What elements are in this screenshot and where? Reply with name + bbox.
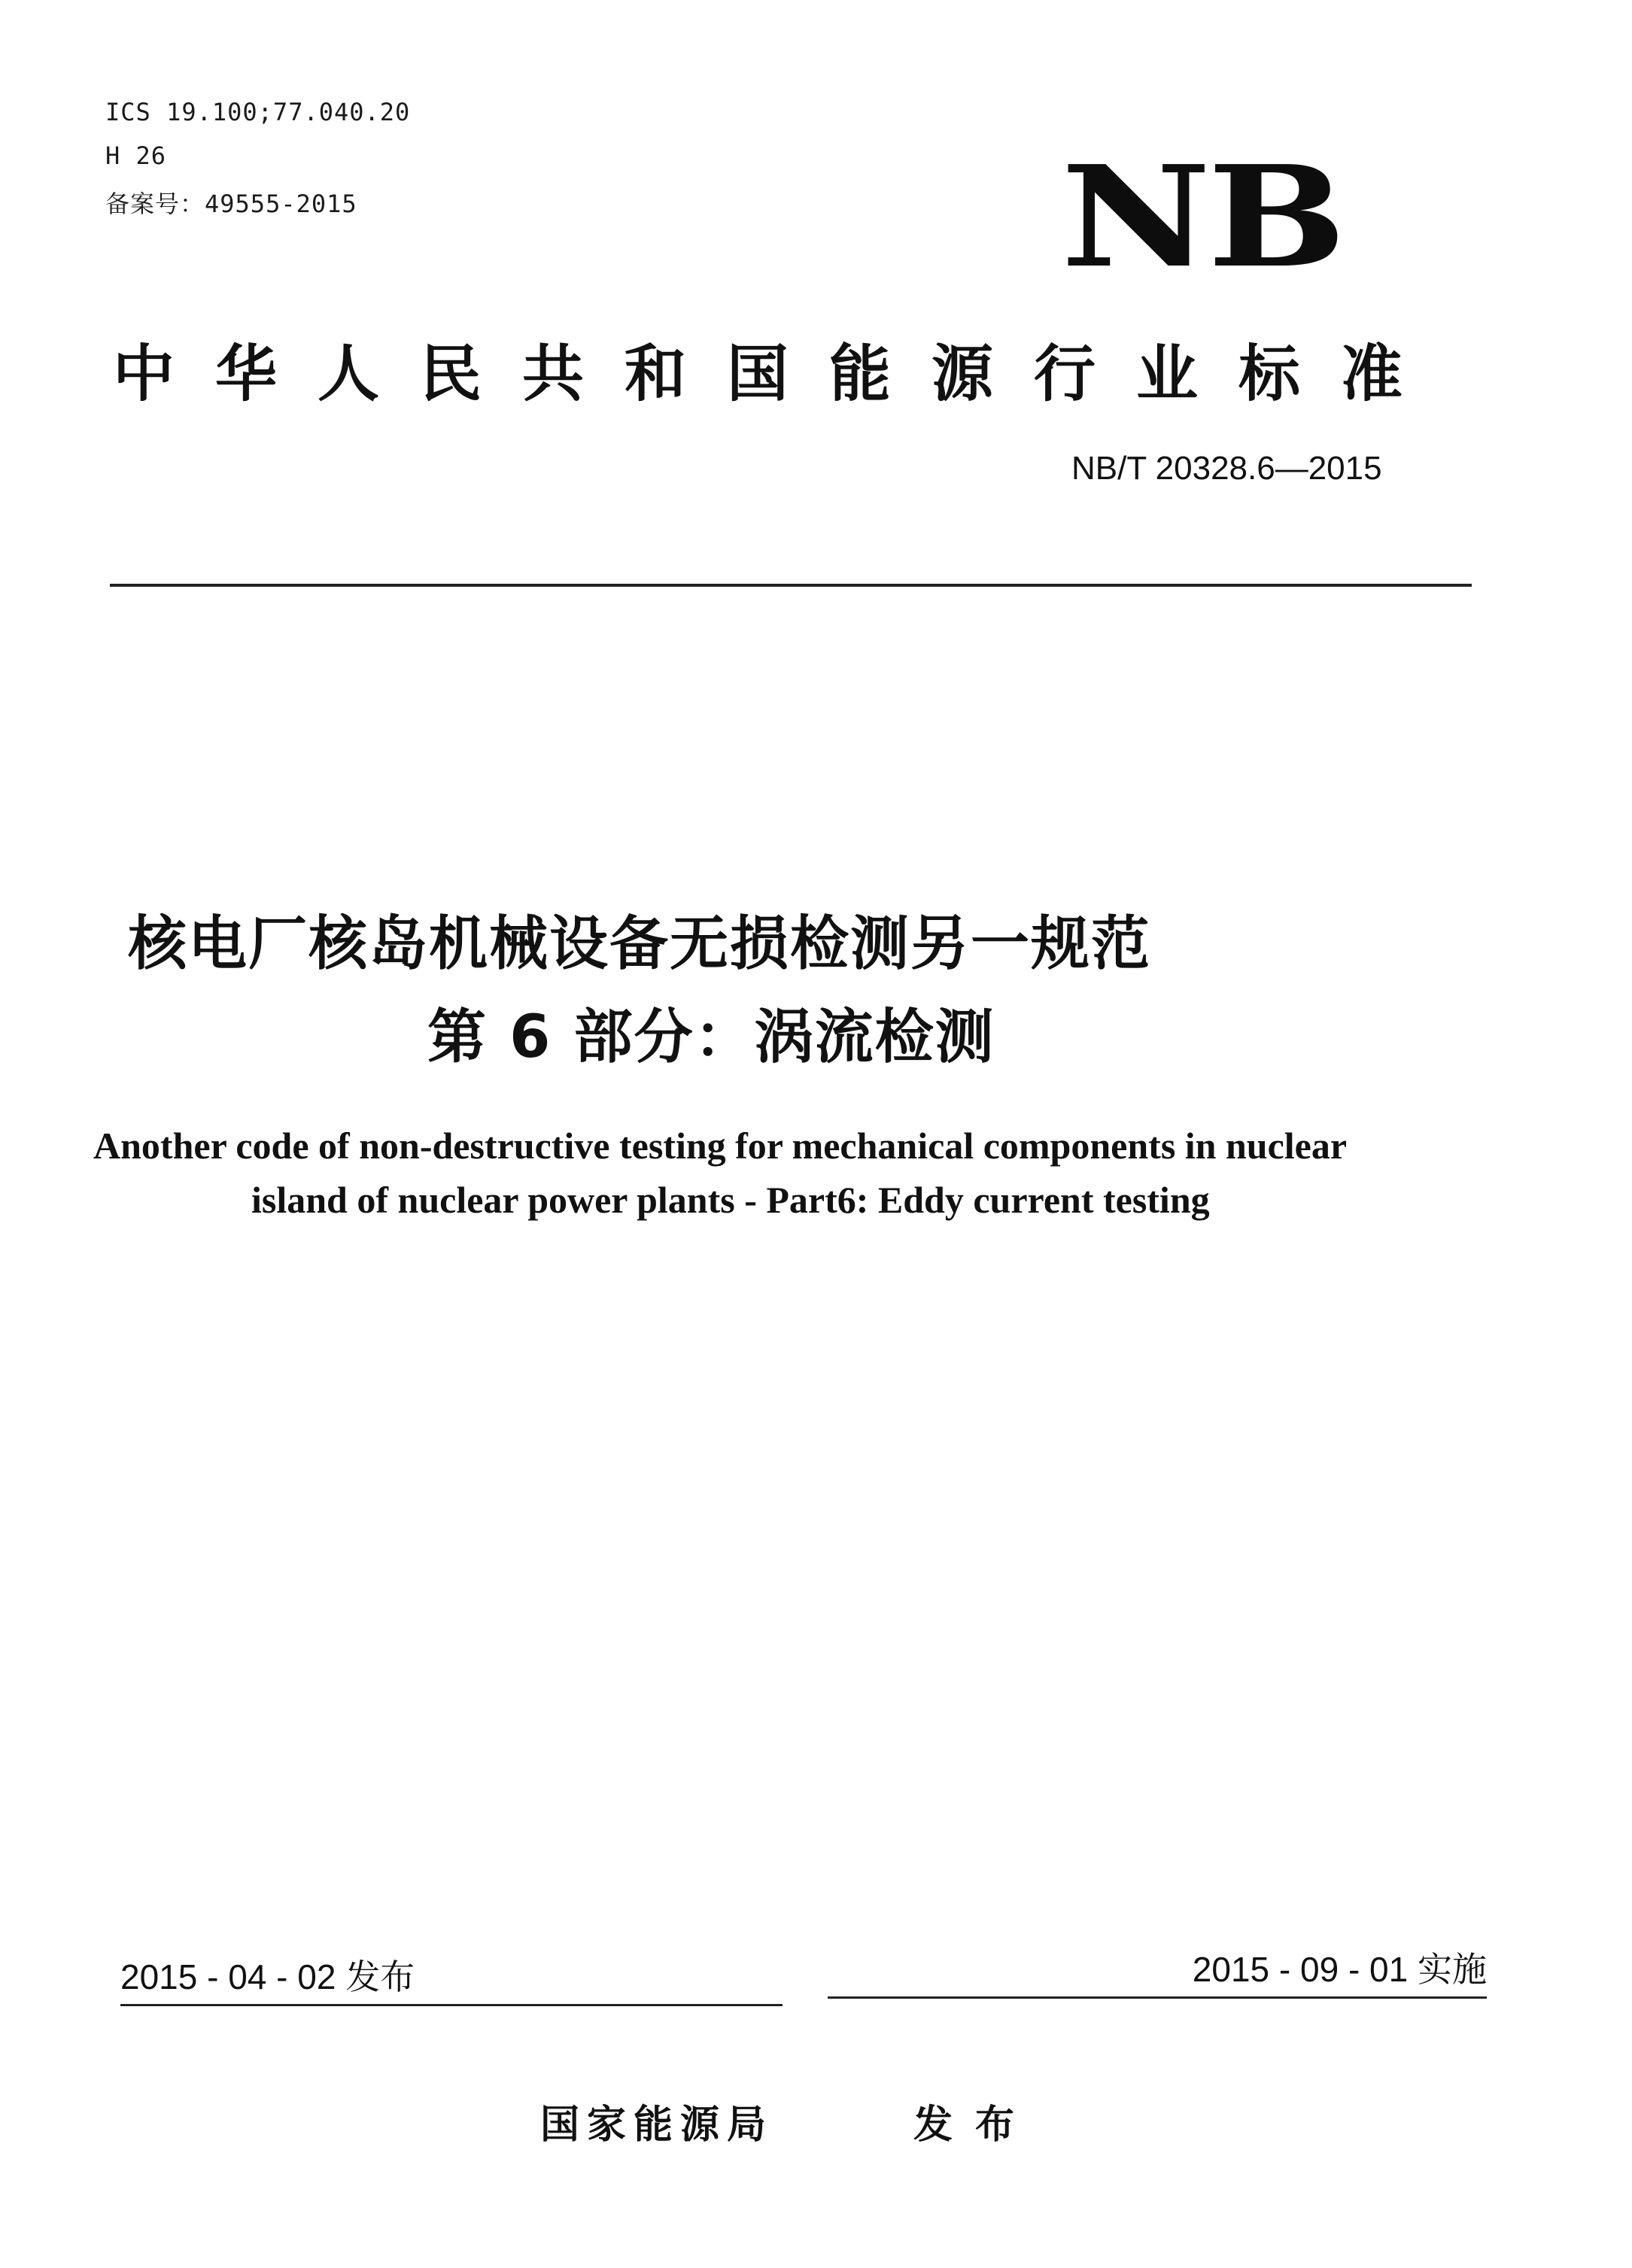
issuing-authority: 国家能源局 (540, 2103, 774, 2148)
issue-label: 发布 (913, 2103, 1038, 2148)
filing-number: 备案号：49555-2015 (105, 190, 357, 218)
nb-logo: NB (1061, 135, 1343, 299)
ccs-code: H 26 (105, 141, 167, 170)
title-en-line-1: Another code of non-destructive testing for mechanical components in nuclear (93, 1125, 1348, 1167)
title-cn-line-1: 核电厂核岛机械设备无损检测另一规范 (128, 910, 1152, 978)
industry-standard-heading: 中华人民共和国能源行业标准 (113, 339, 1444, 410)
header-divider (110, 584, 1472, 587)
ics-code: ICS 19.100;77.040.20 (105, 98, 411, 126)
standard-number: NB/T 20328.6—2015 (1071, 450, 1382, 487)
title-en-line-2: island of nuclear power plants - Part6: Eddy current testing (251, 1179, 1210, 1221)
publish-date: 2015 - 04 - 02 发布 (120, 1950, 783, 2006)
title-cn-line-2: 第 6 部分：涡流检测 (427, 1003, 995, 1071)
effective-date: 2015 - 09 - 01 实施 (828, 1942, 1487, 1999)
